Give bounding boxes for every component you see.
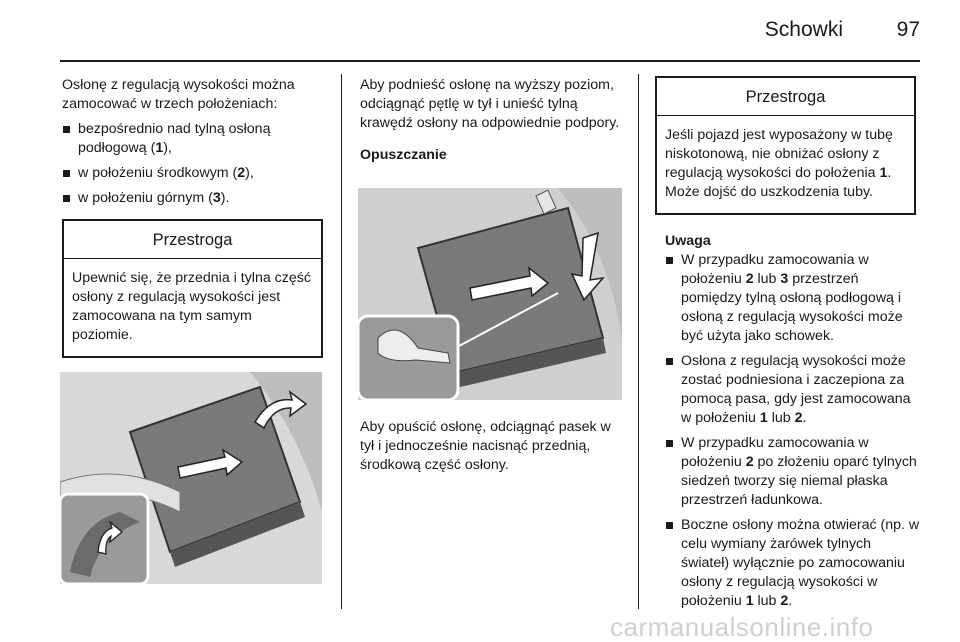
note-title: Uwaga [665, 233, 711, 249]
column-left [62, 76, 328, 391]
header-divider [60, 60, 920, 62]
watermark: carmanualsonline.info [610, 612, 874, 642]
column-divider [638, 74, 639, 609]
caution-box-1 [62, 219, 323, 358]
column-right [655, 76, 921, 611]
lowering-text-block [360, 418, 628, 475]
positions-list [62, 120, 328, 208]
list-item: w położeniu górnym (3). [62, 189, 328, 208]
list-item: bezpośrednio nad tylną osłoną podłogową (1), [62, 120, 328, 158]
page-header [0, 0, 960, 62]
caution-text: Upewnić się, że przednia i tylna część osłony z regulacją wysokości jest zamocowana na tym samym poziomie. [72, 270, 311, 343]
list-item: Boczne osłony można otwierać (np. w celu wymiany żarówek tylnych świateł) wyłącznie po zamocowaniu osłony z regulacją wysokości w położeniu 1 lub 2. [665, 516, 921, 611]
page-number: 97 [896, 18, 920, 41]
column-divider [341, 74, 342, 609]
lowering-heading: Opuszczanie [360, 147, 447, 163]
notes-list [655, 251, 921, 611]
list-item: W przypadku zamocowania w położeniu 2 lub 3 przestrzeń pomiędzy tylną osłoną podłogową i osłoną z regulacją wysokości może być użyta jako schowek. [665, 251, 921, 346]
page-title: Schowki [764, 18, 843, 41]
raising-text: Aby podnieść osłonę na wyższy poziom, odciągnąć pętlę w tył i unieść tylną krawędź osłony na odpowiednie podpory. [360, 77, 620, 131]
caution-title: Przestroga [657, 78, 914, 116]
lowering-illustration [358, 188, 622, 400]
caution-text: Jeśli pojazd jest wyposażony w tubę niskotonową, nie obniżać osłony z regulacją wysokości do położenia 1. Może dojść do uszkodzenia tuby. [665, 127, 893, 200]
list-item: W przypadku zamocowania w położeniu 2 po złożeniu oparć tylnych siedzeń tworzy się niemal płaska przestrzeń ładunkowa. [665, 434, 921, 510]
caution-box-2 [655, 76, 916, 215]
intro-paragraph: Osłonę z regulacją wysokości można zamocować w trzech położeniach: [62, 77, 295, 112]
column-middle [360, 76, 628, 165]
raising-illustration [60, 372, 322, 584]
caution-title: Przestroga [64, 221, 321, 259]
lowering-text: Aby opuścić osłonę, odciągnąć pasek w tył i jednocześnie nacisnąć przednią, środkową część osłony. [360, 419, 611, 473]
list-item: Osłona z regulacją wysokości może zostać podniesiona i zaczepiona za pomocą pasa, gdy jest zamocowana w położeniu 1 lub 2. [665, 352, 921, 428]
list-item: w położeniu środkowym (2), [62, 164, 328, 183]
